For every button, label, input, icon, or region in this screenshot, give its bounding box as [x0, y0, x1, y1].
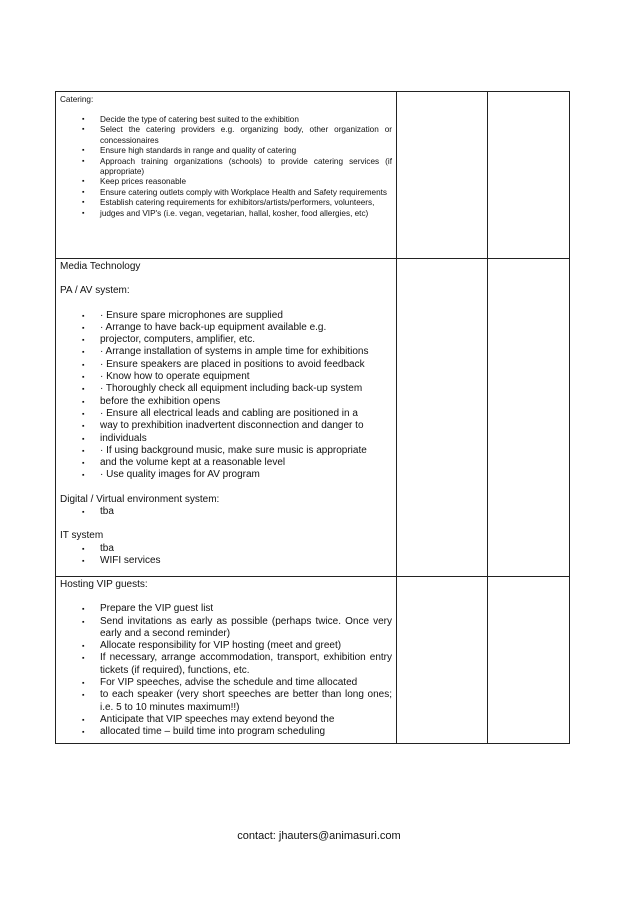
empty-cell	[397, 577, 488, 744]
pa-list	[60, 310, 392, 482]
list-item-text: Allocate responsibility for VIP hosting (meet and greet)	[100, 640, 342, 652]
list-item-text: projector, computers, amplifier, etc.	[100, 334, 256, 346]
catering-section	[56, 92, 396, 220]
bullet-icon: ▪	[82, 147, 85, 155]
list-item	[60, 125, 392, 146]
list-item	[60, 157, 392, 178]
table-row	[56, 92, 570, 259]
list-item	[60, 383, 392, 395]
list-item	[60, 433, 392, 445]
list-item	[60, 445, 392, 457]
bullet-icon: ▪	[82, 509, 85, 517]
bullet-icon: ▪	[82, 643, 85, 651]
list-item-text: and the volume kept at a reasonable level	[100, 457, 286, 469]
catering-list	[60, 115, 392, 219]
bullet-icon: ▪	[82, 410, 85, 418]
empty-cell	[488, 92, 570, 259]
list-item	[60, 555, 392, 567]
list-item	[60, 457, 392, 469]
bullet-icon: ▪	[82, 188, 85, 196]
list-item	[60, 543, 392, 555]
list-item	[60, 640, 392, 652]
vip-section	[56, 577, 396, 740]
table-row	[56, 259, 570, 577]
list-item	[60, 209, 392, 219]
list-item	[60, 322, 392, 334]
vip-list	[60, 603, 392, 738]
bullet-icon: ▪	[82, 618, 85, 626]
list-item	[60, 346, 392, 358]
catering-cell	[56, 92, 397, 259]
bullet-icon: ▪	[82, 324, 85, 332]
contact-footer: contact: jhauters@animasuri.com	[237, 830, 401, 842]
list-item-text: Prepare the VIP guest list	[100, 603, 214, 615]
pa-heading: PA / AV system:	[60, 285, 130, 297]
list-item	[60, 188, 392, 198]
list-item-text: · Arrange installation of systems in ample time for exhibitions	[100, 346, 369, 358]
list-item	[60, 420, 392, 432]
list-item	[60, 371, 392, 383]
list-item-text: · If using background music, make sure music is appropriate	[100, 444, 367, 456]
list-item-text: WIFI services	[100, 554, 161, 566]
digital-list	[60, 506, 392, 518]
bullet-icon: ▪	[82, 729, 85, 737]
list-item-text: way to prexhibition inadvertent disconnection and danger to	[100, 420, 364, 432]
list-item-text: · Ensure all electrical leads and cabling are positioned in a	[100, 407, 358, 419]
list-item	[60, 334, 392, 346]
list-item	[60, 408, 392, 420]
bullet-icon: ▪	[82, 692, 85, 700]
bullet-icon: ▪	[82, 472, 85, 480]
list-item-text: · Arrange to have back-up equipment available e.g.	[100, 321, 327, 333]
list-item-text: before the exhibition opens	[100, 395, 221, 407]
it-list	[60, 543, 392, 568]
digital-heading: Digital / Virtual environment system:	[60, 493, 220, 505]
bullet-icon: ▪	[82, 209, 85, 217]
list-item-text: Ensure catering outlets comply with Workplace Health and Safety requirements	[100, 187, 388, 197]
list-item	[60, 359, 392, 371]
bullet-icon: ▪	[82, 557, 85, 565]
bullet-icon: ▪	[82, 349, 85, 357]
list-item-text: · Know how to operate equipment	[100, 371, 250, 383]
list-item-text: · Ensure speakers are placed in positions to avoid feedback	[100, 358, 365, 370]
media-section	[56, 259, 396, 568]
bullet-icon: ▪	[82, 116, 85, 123]
empty-cell	[488, 577, 570, 744]
list-item	[60, 310, 392, 322]
list-item	[60, 396, 392, 408]
bullet-icon: ▪	[82, 361, 85, 369]
bullet-icon: ▪	[82, 386, 85, 394]
list-item-text: to each speaker (very short speeches are better than long ones; i.e. 5 to 10 minutes maximum!!)	[100, 689, 392, 713]
bullet-icon: ▪	[82, 680, 85, 688]
vip-heading: Hosting VIP guests:	[60, 579, 148, 590]
list-item-text: · Ensure spare microphones are supplied	[100, 309, 283, 321]
bullet-icon: ▪	[82, 447, 85, 455]
bullet-icon: ▪	[82, 312, 85, 320]
bullet-icon: ▪	[82, 435, 85, 443]
bullet-icon: ▪	[82, 126, 85, 134]
list-item	[60, 677, 392, 689]
list-item	[60, 115, 392, 125]
empty-cell	[397, 92, 488, 259]
list-item-text: Anticipate that VIP speeches may extend beyond the	[100, 713, 335, 725]
list-item-text: If necessary, arrange accommodation, transport, exhibition entry tickets (if required), functions, etc.	[100, 652, 392, 676]
bullet-icon: ▪	[82, 157, 85, 165]
list-item	[60, 714, 392, 726]
list-item	[60, 469, 392, 481]
list-item-text: Keep prices reasonable	[100, 177, 187, 187]
list-item-text: tba	[100, 542, 114, 554]
media-heading: Media Technology	[60, 261, 141, 272]
list-item-text: Send invitations as early as possible (perhaps twice. Once very early and a second reminder)	[100, 615, 392, 639]
list-item	[60, 616, 392, 641]
list-item-text: Establish catering requirements for exhibitors/artists/performers, volunteers,	[100, 198, 375, 208]
bullet-icon: ▪	[82, 655, 85, 663]
list-item-text: individuals	[100, 432, 147, 444]
list-item-text: tba	[100, 506, 114, 518]
media-cell	[56, 259, 397, 577]
bullet-icon: ▪	[82, 423, 85, 431]
list-item	[60, 506, 392, 518]
list-item	[60, 198, 392, 208]
list-item-text: allocated time – build time into program scheduling	[100, 726, 326, 738]
list-item	[60, 689, 392, 714]
list-item	[60, 603, 392, 615]
list-item-text: Select the catering providers e.g. organizing body, other organization or concessionaires	[100, 125, 392, 145]
table-row	[56, 577, 570, 744]
bullet-icon: ▪	[82, 545, 85, 553]
list-item-text: Ensure high standards in range and quality of catering	[100, 146, 297, 156]
list-item-text: · Thoroughly check all equipment including back-up system	[100, 383, 363, 395]
bullet-icon: ▪	[82, 374, 85, 382]
bullet-icon: ▪	[82, 337, 85, 345]
it-heading: IT system	[60, 530, 104, 542]
vip-cell	[56, 577, 397, 744]
list-item	[60, 177, 392, 187]
list-item	[60, 146, 392, 156]
list-item	[60, 652, 392, 677]
list-item-text: judges and VIP's (i.e. vegan, vegetarian, hallal, kosher, food allergies, etc)	[100, 208, 369, 218]
list-item-text: For VIP speeches, advise the schedule and time allocated	[100, 677, 358, 689]
list-item-text: Decide the type of catering best suited to the exhibition	[100, 115, 299, 124]
bullet-icon: ▪	[82, 398, 85, 406]
bullet-icon: ▪	[82, 716, 85, 724]
bullet-icon: ▪	[82, 606, 85, 614]
bullet-icon: ▪	[82, 178, 85, 186]
list-item-text: Approach training organizations (schools) to provide catering services (if appropriate)	[100, 156, 392, 177]
catering-heading: Catering:	[60, 95, 94, 104]
list-item	[60, 726, 392, 738]
empty-cell	[397, 259, 488, 577]
empty-cell	[488, 259, 570, 577]
checklist-table	[55, 91, 570, 744]
list-item-text: · Use quality images for AV program	[100, 469, 260, 481]
bullet-icon: ▪	[82, 199, 85, 207]
bullet-icon: ▪	[82, 460, 85, 468]
